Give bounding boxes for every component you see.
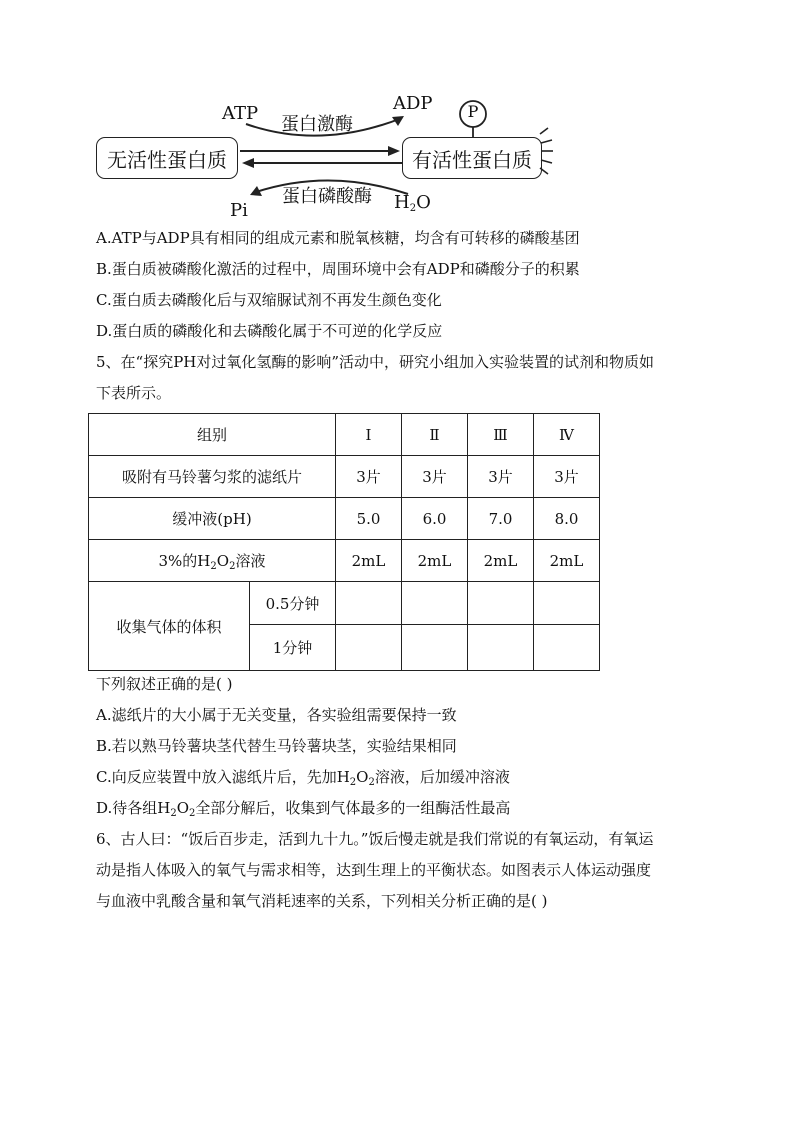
q5-stem-line2: 下表所示。 <box>96 384 172 402</box>
experiment-table <box>88 413 600 671</box>
active-protein-box <box>402 137 542 179</box>
table-row <box>89 540 600 582</box>
row-h2o2-value: 2mL <box>468 540 534 582</box>
row-filter-value: 3片 <box>336 456 402 498</box>
q4-option-c: C.蛋白质去磷酸化后与双缩脲试剂不再发生颜色变化 <box>96 291 442 309</box>
empty-cell <box>336 625 402 671</box>
row-filter-value: 3片 <box>402 456 468 498</box>
table-row <box>89 498 600 540</box>
adp-label: ADP <box>393 93 433 114</box>
inactive-protein-label: 无活性蛋白质 <box>107 147 227 172</box>
inactive-protein-box <box>96 137 238 179</box>
header-group-1: Ⅰ <box>336 414 402 456</box>
row-h2o2-value: 2mL <box>336 540 402 582</box>
header-group-2: Ⅱ <box>402 414 468 456</box>
table-row <box>89 456 600 498</box>
row-filter-value: 3片 <box>534 456 600 498</box>
atp-label: ATP <box>222 103 259 124</box>
row-gas-sub-label: 1分钟 <box>250 625 336 671</box>
row-buffer-value: 6.0 <box>402 498 468 540</box>
q4-option-b: B.蛋白质被磷酸化激活的过程中，周围环境中会有ADP和磷酸分子的积累 <box>96 260 580 278</box>
kinase-label: 蛋白激酶 <box>281 114 353 135</box>
empty-cell <box>534 582 600 625</box>
empty-cell <box>336 582 402 625</box>
q5-option-b: B.若以熟马铃薯块茎代替生马铃薯块茎，实验结果相同 <box>96 737 457 755</box>
header-group-4: Ⅳ <box>534 414 600 456</box>
empty-cell <box>402 582 468 625</box>
empty-cell <box>468 582 534 625</box>
h2o-label: $H_2O$ <box>394 192 431 214</box>
q5-option-a: A.滤纸片的大小属于无关变量，各实验组需要保持一致 <box>96 706 457 724</box>
q5-option-c: C.向反应装置中放入滤纸片后，先加$H_2O_2$溶液，后加缓冲溶液 <box>96 768 510 788</box>
row-buffer-value: 7.0 <box>468 498 534 540</box>
q4-option-d: D.蛋白质的磷酸化和去磷酸化属于不可逆的化学反应 <box>96 322 443 340</box>
row-buffer-label: 缓冲液(pH) <box>89 498 336 540</box>
table-header-row <box>89 414 600 456</box>
row-h2o2-label: 3%的$H_2O_2$溶液 <box>89 540 336 582</box>
row-h2o2-value: 2mL <box>402 540 468 582</box>
q5-stem-line1: 5、在“探究PH对过氧化氢酶的影响”活动中，研究小组加入实验装置的试剂和物质如 <box>96 353 655 371</box>
q5-prompt: 下列叙述正确的是( ) <box>96 675 233 693</box>
forward-arrowhead <box>388 146 400 156</box>
row-buffer-value: 8.0 <box>534 498 600 540</box>
pi-label: Pi <box>230 200 248 221</box>
phosphatase-label: 蛋白磷酸酶 <box>282 186 372 207</box>
empty-cell <box>468 625 534 671</box>
row-h2o2-value: 2mL <box>534 540 600 582</box>
table-row <box>89 582 600 625</box>
header-group-3: Ⅲ <box>468 414 534 456</box>
row-gas-sub-label: 0.5分钟 <box>250 582 336 625</box>
header-group-label: 组别 <box>89 414 336 456</box>
q5-option-d: D.待各组$H_2O_2$全部分解后，收集到气体最多的一组酶活性最高 <box>96 799 511 819</box>
active-protein-label: 有活性蛋白质 <box>412 147 532 172</box>
row-gas-label: 收集气体的体积 <box>89 582 250 671</box>
empty-cell <box>402 625 468 671</box>
row-buffer-value: 5.0 <box>336 498 402 540</box>
empty-cell <box>534 625 600 671</box>
p-label: P <box>467 102 479 121</box>
q6-line1: 6、古人曰：“饭后百步走，活到九十九。”饭后慢走就是我们常说的有氧运动，有氧运 <box>96 830 654 848</box>
q6-line2: 动是指人体吸入的氧气与需求相等，达到生理上的平衡状态。如图表示人体运动强度 <box>96 861 652 879</box>
q6-line3: 与血液中乳酸含量和氧气消耗速率的关系，下列相关分析正确的是( ) <box>96 892 548 910</box>
row-filter-value: 3片 <box>468 456 534 498</box>
reverse-arrowhead <box>242 158 254 168</box>
q4-option-a: A.ATP与ADP具有相同的组成元素和脱氧核糖，均含有可转移的磷酸基团 <box>96 229 580 247</box>
row-filter-label: 吸附有马铃薯匀浆的滤纸片 <box>89 456 336 498</box>
